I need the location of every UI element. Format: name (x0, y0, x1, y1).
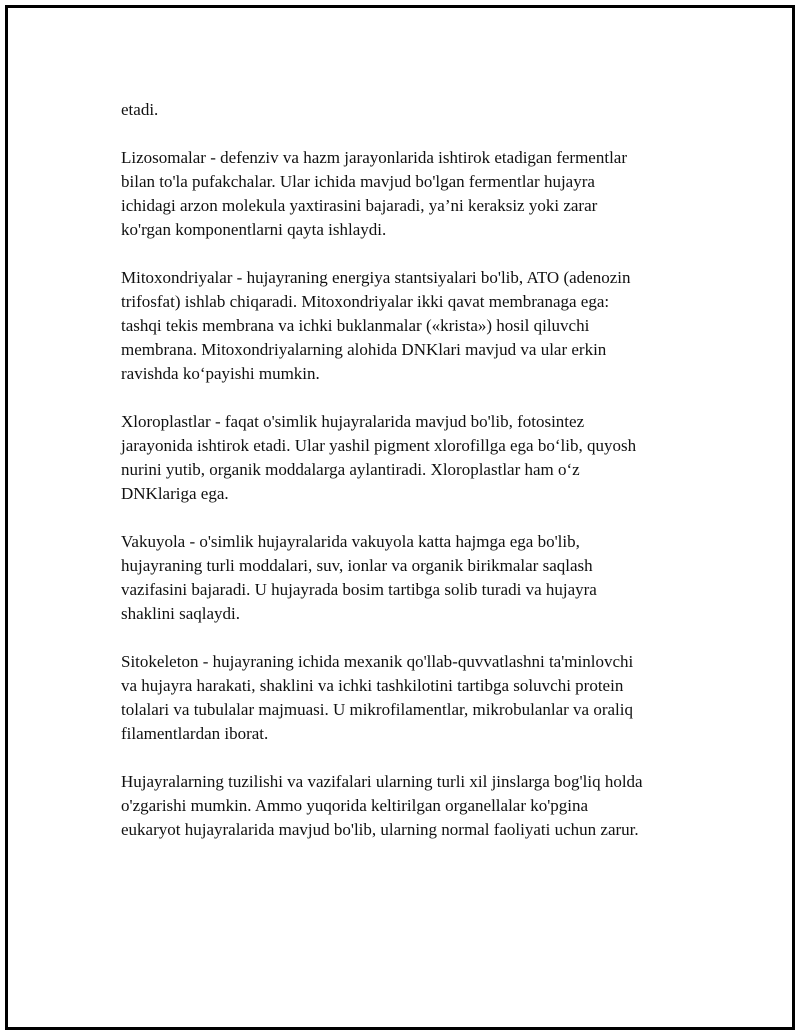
text-line: DNKlariga ega. (121, 484, 229, 503)
document-body (121, 98, 721, 866)
text-line: nurini yutib, organik moddalarga aylantiradi. Xloroplastlar ham o‘z (121, 460, 580, 479)
paragraph (121, 266, 721, 386)
text-line: hujayraning turli moddalari, suv, ionlar va organik birikmalar saqlash (121, 556, 593, 575)
text-line: jarayonida ishtirok etadi. Ular yashil pigment xlorofillga ega bo‘lib, quyosh (121, 436, 637, 455)
text-line: Mitoxondriyalar - hujayraning energiya stantsiyalari bo'lib, ATO (adenozin (121, 268, 631, 287)
text-line: bilan to'la pufakchalar. Ular ichida mavjud bo'lgan fermentlar hujayra (121, 172, 595, 191)
text-line: Xloroplastlar - faqat o'simlik hujayralarida mavjud bo'lib, fotosintez (121, 412, 585, 431)
text-line: eukaryot hujayralarida mavjud bo'lib, ularning normal faoliyati uchun zarur. (121, 820, 639, 839)
document-page (5, 5, 795, 1030)
text-line: Hujayralarning tuzilishi va vazifalari ularning turli xil jinslarga bog'liq holda (121, 772, 643, 791)
text-line: shaklini saqlaydi. (121, 604, 240, 623)
text-line: vazifasini bajaradi. U hujayrada bosim tartibga solib turadi va hujayra (121, 580, 597, 599)
paragraph (121, 146, 721, 242)
paragraph (121, 98, 721, 122)
paragraph (121, 770, 721, 842)
text-line: ichidagi arzon molekula yaxtirasini bajaradi, ya’ni keraksiz yoki zarar (121, 196, 598, 215)
text-line: etadi. (121, 100, 159, 119)
text-line: tolalari va tubulalar majmuasi. U mikrofilamentlar, mikrobulanlar va oraliq (121, 700, 633, 719)
text-line: ko'rgan komponentlarni qayta ishlaydi. (121, 220, 387, 239)
paragraph (121, 650, 721, 746)
text-line: filamentlardan iborat. (121, 724, 269, 743)
text-line: Vakuyola - o'simlik hujayralarida vakuyola katta hajmga ega bo'lib, (121, 532, 580, 551)
text-line: Lizosomalar - defenziv va hazm jarayonlarida ishtirok etadigan fermentlar (121, 148, 627, 167)
text-line: membrana. Mitoxondriyalarning alohida DNKlari mavjud va ular erkin (121, 340, 607, 359)
text-line: Sitokeleton - hujayraning ichida mexanik qo'llab-quvvatlashni ta'minlovchi (121, 652, 634, 671)
text-line: trifosfat) ishlab chiqaradi. Mitoxondriyalar ikki qavat membranaga ega: (121, 292, 610, 311)
text-line: va hujayra harakati, shaklini va ichki tashkilotini tartibga soluvchi protein (121, 676, 624, 695)
text-line: o'zgarishi mumkin. Ammo yuqorida keltirilgan organellalar ko'pgina (121, 796, 589, 815)
text-line: tashqi tekis membrana va ichki buklanmalar («krista») hosil qiluvchi (121, 316, 590, 335)
text-line: ravishda ko‘payishi mumkin. (121, 364, 320, 383)
paragraph (121, 410, 721, 506)
paragraph (121, 530, 721, 626)
